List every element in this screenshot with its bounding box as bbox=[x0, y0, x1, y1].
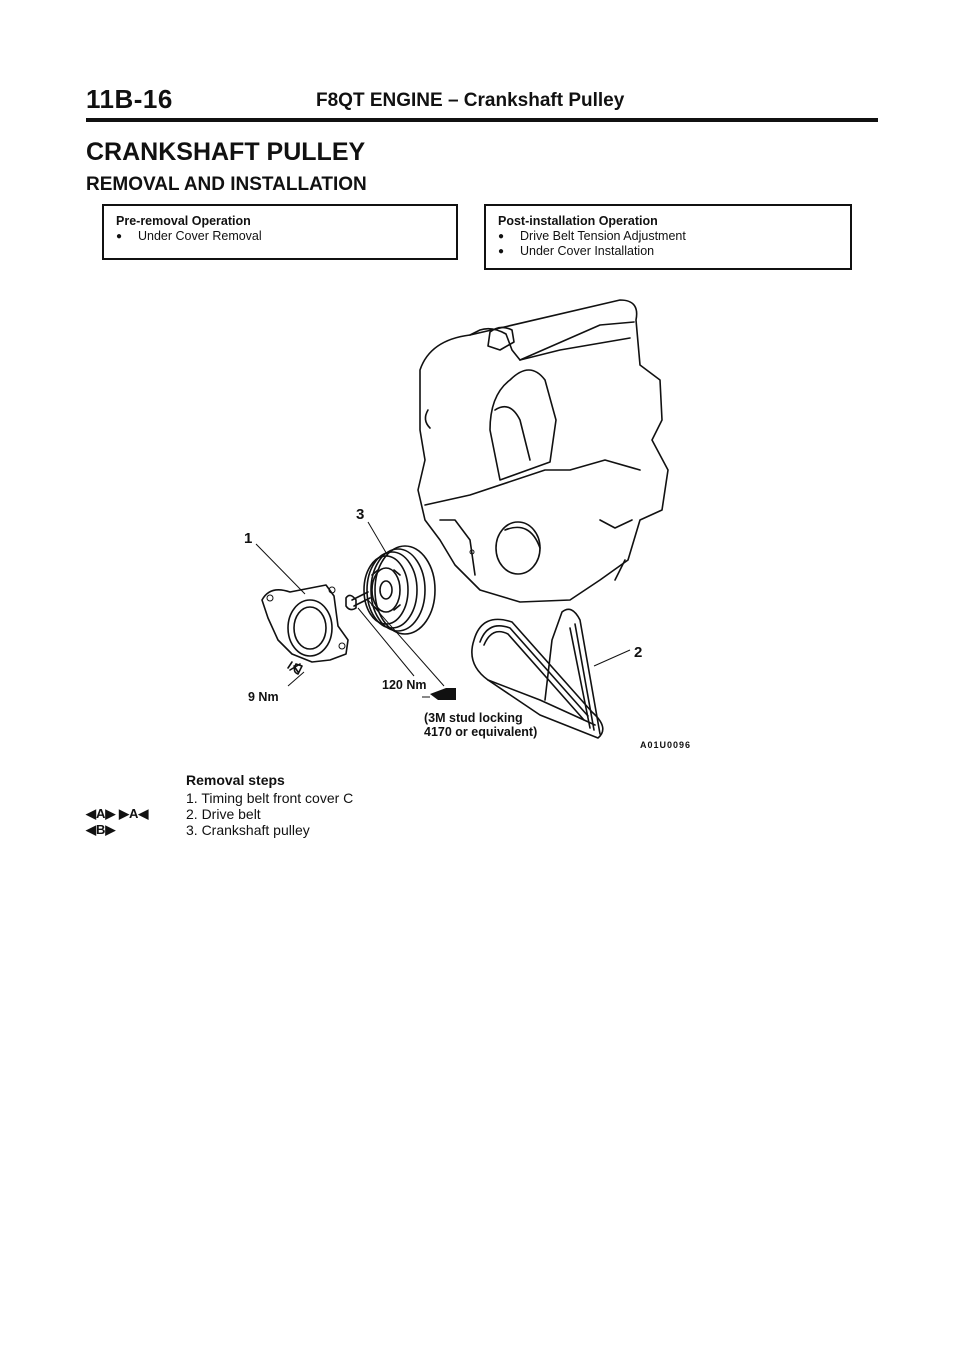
post-installation-item: ● Under Cover Installation bbox=[498, 244, 838, 259]
pre-removal-item: ● Under Cover Removal bbox=[116, 229, 444, 244]
post-installation-item: ● Drive Belt Tension Adjustment bbox=[498, 229, 838, 244]
removal-step: 1. Timing belt front cover C bbox=[186, 790, 354, 806]
crankshaft-pulley-drawing bbox=[364, 546, 435, 634]
leader-line-9nm bbox=[288, 672, 304, 686]
leader-line-3 bbox=[368, 522, 388, 556]
sealant-note-line2: 4170 or equivalent) bbox=[424, 725, 538, 739]
callout-2: 2 bbox=[634, 644, 643, 661]
sealant-note bbox=[424, 711, 537, 739]
section-subtitle: REMOVAL AND INSTALLATION bbox=[86, 174, 367, 195]
torque-9nm: 9 Nm bbox=[248, 690, 279, 704]
page-header-title: F8QT ENGINE – Crankshaft Pulley bbox=[316, 90, 625, 111]
removal-steps-title: Removal steps bbox=[186, 772, 285, 788]
removal-step: 3. Crankshaft pulley bbox=[186, 822, 310, 838]
engine-block-drawing bbox=[418, 300, 668, 602]
sealant-icon bbox=[422, 688, 456, 700]
step-marks: ◀B▶ bbox=[86, 822, 116, 837]
post-installation-title: Post-installation Operation bbox=[498, 214, 658, 228]
step-marks: ◀A▶ ▶A◀ bbox=[86, 806, 149, 821]
leader-line-120nm-b bbox=[368, 600, 444, 686]
torque-120nm: 120 Nm bbox=[382, 678, 427, 692]
sealant-note-line1: (3M stud locking bbox=[424, 711, 523, 725]
timing-belt-front-cover-drawing bbox=[262, 585, 348, 674]
figure-code: A01U0096 bbox=[640, 740, 692, 750]
callout-3: 3 bbox=[356, 506, 365, 523]
callout-1: 1 bbox=[244, 530, 253, 547]
pre-removal-title: Pre-removal Operation bbox=[116, 214, 251, 228]
leader-line-1 bbox=[256, 544, 305, 594]
service-marks bbox=[86, 806, 148, 838]
leader-line-2 bbox=[594, 650, 630, 666]
page-number: 11B-16 bbox=[86, 84, 173, 114]
removal-steps bbox=[186, 772, 353, 838]
removal-step: 2. Drive belt bbox=[186, 806, 261, 822]
section-title: CRANKSHAFT PULLEY bbox=[86, 138, 366, 166]
